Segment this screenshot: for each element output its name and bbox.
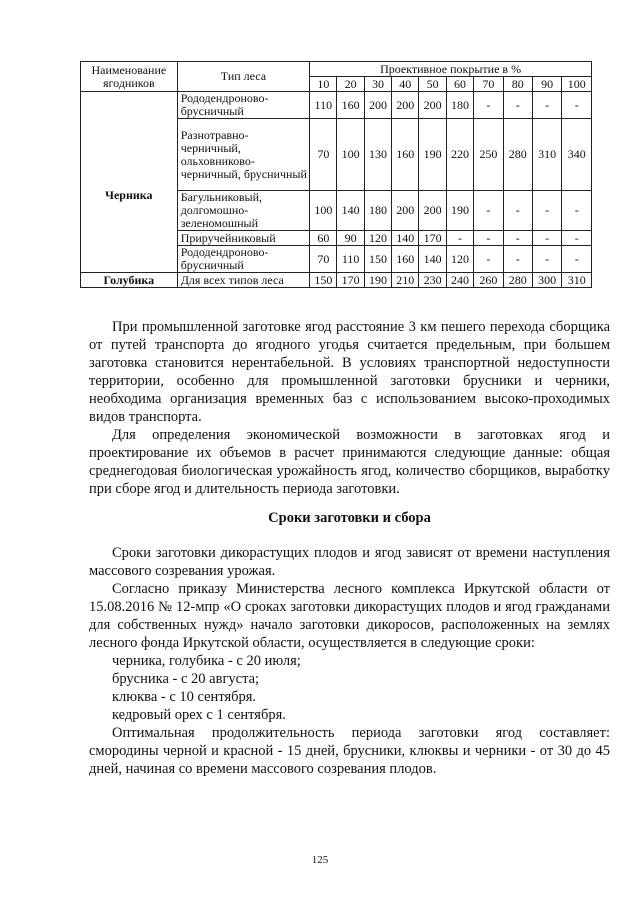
value-cell: - [532, 231, 561, 246]
value-cell: - [446, 231, 473, 246]
paragraph-harvest-timing: Сроки заготовки дикорастущих плодов и ягод зависят от времени наступления массового созревания урожая. [89, 545, 610, 579]
value-cell: 120 [364, 231, 391, 246]
value-cell: 70 [310, 246, 337, 273]
value-cell: 250 [474, 119, 503, 191]
value-cell: 60 [310, 231, 337, 246]
value-cell: - [474, 92, 503, 119]
paragraph-economic-data: Для определения экономической возможности в заготовках ягод и проектирование их объемов в расчет принимаются следующие данные: общая среднегодовая биологическая урожайность ягод, количество сборщиков, выработку при сборе ягод и длительность периода заготовки. [89, 427, 610, 497]
value-cell: 110 [337, 246, 364, 273]
value-cell: 200 [419, 191, 446, 231]
paragraph-optimal-duration: Оптимальная продолжительность периода заготовки ягод составляет: смородины черной и красной - 15 дней, брусники, клюквы и черники - от 30 до 45 дней, начиная со времени массового созревания плодов. [89, 725, 610, 777]
value-cell: - [503, 246, 532, 273]
forest-type-cell: Рододендроново-брусничный [177, 246, 309, 273]
value-cell: 310 [532, 119, 561, 191]
header-percent-cell: 20 [337, 77, 364, 92]
value-cell: 90 [337, 231, 364, 246]
value-cell: - [562, 246, 592, 273]
list-item: клюква - с 10 сентября. [112, 689, 257, 705]
berry-yield-table [80, 61, 592, 288]
header-forest-type: Тип леса [177, 62, 309, 92]
value-cell: 100 [337, 119, 364, 191]
value-cell: 110 [310, 92, 337, 119]
value-cell: 280 [503, 119, 532, 191]
value-cell: 160 [392, 246, 419, 273]
header-percent-cell: 10 [310, 77, 337, 92]
paragraph-transport-distance: При промышленной заготовке ягод расстояние 3 км пешего перехода сборщика от путей транспорта до ягодного угодья считается предельным, при большем заготовка становится нерентабельной. В условиях транспортной недоступности территории, особенно для промышленной заготовки брусники и черники, необходима организация временных баз с использованием высоко-проходимых видов транспорта. [89, 319, 610, 425]
value-cell: 130 [364, 119, 391, 191]
berry-golubika: Голубика [81, 273, 178, 288]
value-cell: 180 [446, 92, 473, 119]
value-cell: 240 [446, 273, 473, 288]
list-item: брусника - с 20 августа; [112, 671, 260, 687]
value-cell: 190 [446, 191, 473, 231]
value-cell: 190 [419, 119, 446, 191]
value-cell: 200 [419, 92, 446, 119]
table-row [81, 92, 592, 119]
page-number: 125 [311, 854, 329, 866]
header-percent-cell: 70 [474, 77, 503, 92]
value-cell: 140 [419, 246, 446, 273]
value-cell: - [474, 231, 503, 246]
value-cell: - [474, 246, 503, 273]
berry-cell-empty [81, 92, 178, 119]
value-cell: - [474, 191, 503, 231]
value-cell: 70 [310, 119, 337, 191]
value-cell: 300 [532, 273, 561, 288]
list-item: кедровый орех с 1 сентября. [112, 707, 286, 723]
value-cell: 170 [337, 273, 364, 288]
section-heading: Сроки заготовки и сбора [268, 510, 431, 526]
value-cell: 340 [562, 119, 592, 191]
table-row [81, 273, 592, 288]
forest-type-cell: Разнотравно-черничный, ольховниково-черничный, брусничный [177, 119, 309, 191]
forest-type-cell: Приручейниковый [177, 231, 309, 246]
value-cell: 180 [364, 191, 391, 231]
value-cell: 200 [392, 191, 419, 231]
value-cell: - [532, 246, 561, 273]
forest-type-cell: Багульниковый, долгомошно-зеленомошный [177, 191, 309, 231]
value-cell: 160 [337, 92, 364, 119]
forest-type-cell: Рододендроново-брусничный [177, 92, 309, 119]
value-cell: 120 [446, 246, 473, 273]
forest-type-cell: Для всех типов леса [177, 273, 309, 288]
value-cell: 310 [562, 273, 592, 288]
value-cell: 200 [392, 92, 419, 119]
value-cell: - [532, 92, 561, 119]
header-percent-cell: 90 [532, 77, 561, 92]
header-percent-cell: 60 [446, 77, 473, 92]
value-cell: - [503, 231, 532, 246]
value-cell: 200 [364, 92, 391, 119]
value-cell: - [562, 231, 592, 246]
header-percent-cell: 50 [419, 77, 446, 92]
value-cell: 170 [419, 231, 446, 246]
value-cell: - [562, 191, 592, 231]
value-cell: 220 [446, 119, 473, 191]
value-cell: 150 [310, 273, 337, 288]
value-cell: - [503, 191, 532, 231]
value-cell: - [532, 191, 561, 231]
value-cell: 150 [364, 246, 391, 273]
value-cell: 140 [392, 231, 419, 246]
value-cell: 190 [364, 273, 391, 288]
value-cell: 140 [337, 191, 364, 231]
value-cell: 260 [474, 273, 503, 288]
header-berry-name: Наименование ягодников [81, 62, 178, 92]
header-percent-cell: 40 [392, 77, 419, 92]
value-cell: 100 [310, 191, 337, 231]
berry-chernika: Черника [81, 119, 178, 273]
value-cell: 230 [419, 273, 446, 288]
value-cell: - [503, 92, 532, 119]
header-percent-cell: 100 [562, 77, 592, 92]
value-cell: 210 [392, 273, 419, 288]
value-cell: 280 [503, 273, 532, 288]
header-percent-cell: 30 [364, 77, 391, 92]
value-cell: 160 [392, 119, 419, 191]
table-row [81, 119, 592, 191]
header-projective-cover: Проективное покрытие в % [310, 62, 592, 77]
paragraph-order: Согласно приказу Министерства лесного комплекса Иркутской области от 15.08.2016 № 12-мпр «О сроках заготовки дикорастущих плодов и ягод гражданами для собственных нужд» начало заготовки дикоросов, расположенных на землях лесного фонда Иркутской области, осуществляется в следующие сроки: [89, 581, 610, 651]
header-percent-cell: 80 [503, 77, 532, 92]
list-item: черника, голубика - с 20 июля; [112, 653, 301, 669]
value-cell: - [562, 92, 592, 119]
